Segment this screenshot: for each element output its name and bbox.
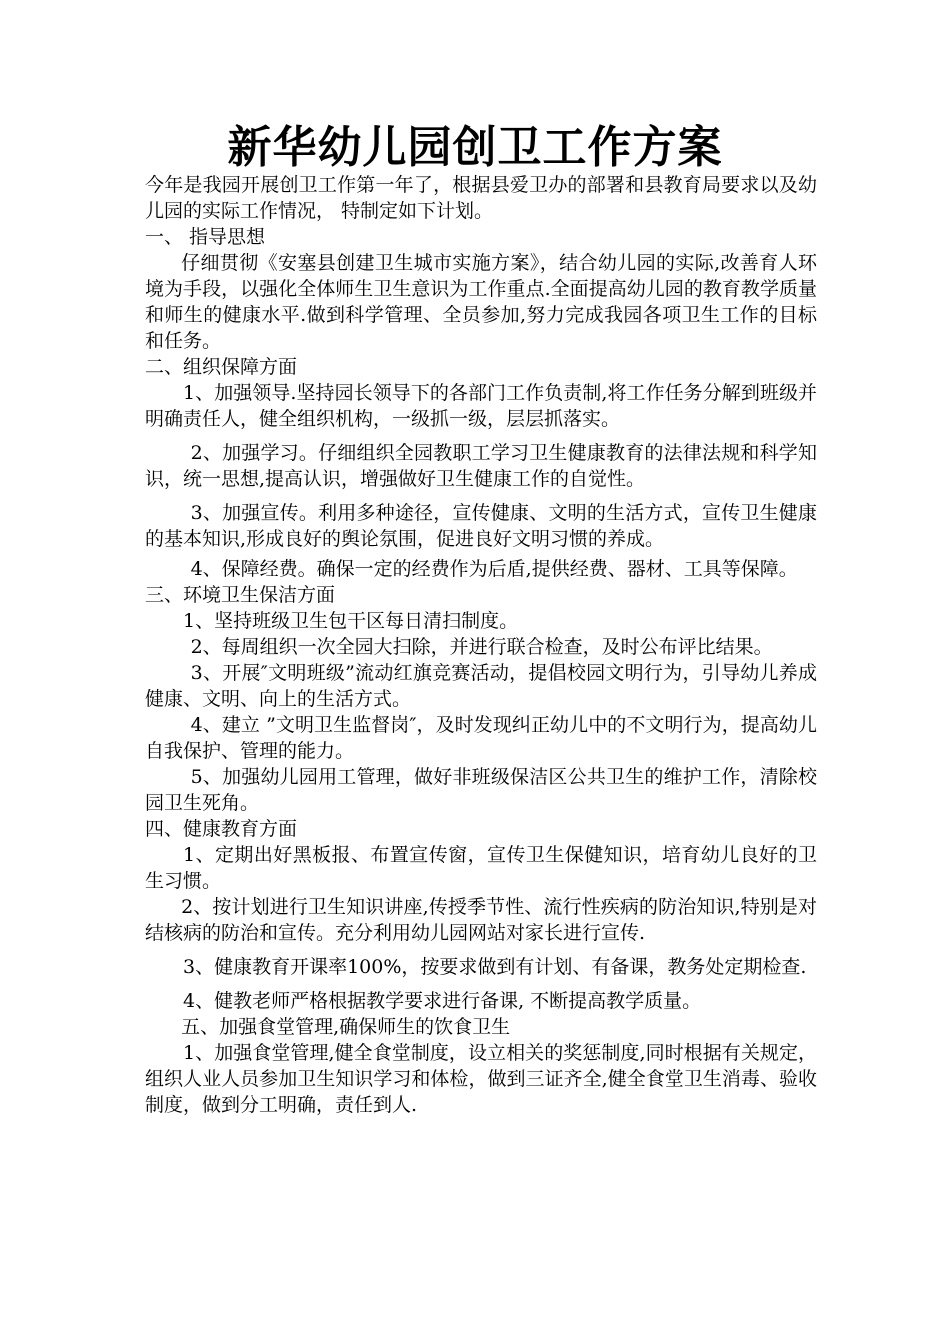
organization-item-3: 3、加强宣传。利用多种途径，宣传健康、文明的生活方式，宣传卫生健康的基本知识,形成良好的舆论氛围，促进良好文明习惯的养成。 xyxy=(145,502,817,550)
organization-item-4: 4、保障经费。确保一定的经费作为后盾,提供经费、器材、工具等保障。 xyxy=(190,558,798,580)
environment-item-1: 1、坚持班级卫生包干区每日清扫制度。 xyxy=(183,610,519,632)
health-education-item-2: 2、按计划进行卫生知识讲座,传授季节性、流行性疾病的防治知识,特别是对结核病的防治和宣传。充分利用幼儿园网站对家长进行宣传. xyxy=(145,896,817,944)
health-education-item-1: 1、定期出好黑板报、布置宣传窗，宣传卫生保健知识，培育幼儿良好的卫生习惯。 xyxy=(145,844,817,892)
organization-item-2: 2、加强学习。仔细组织全园教职工学习卫生健康教育的法律法规和科学知识，统一思想,提高认识，增强做好卫生健康工作的自觉性。 xyxy=(145,442,817,490)
environment-item-2: 2、每周组织一次全园大扫除，并进行联合检查，及时公布评比结果。 xyxy=(190,636,773,658)
section-heading-3: 三、环境卫生保洁方面 xyxy=(145,584,336,606)
environment-item-4: 4、建立 ”文明卫生监督岗″，及时发现纠正幼儿中的不文明行为，提高幼儿自我保护、管理的能力。 xyxy=(145,714,817,762)
section-heading-5: 五、加强食堂管理,确保师生的饮食卫生 xyxy=(181,1016,511,1038)
document-body xyxy=(145,172,817,1118)
section-heading-2: 二、组织保障方面 xyxy=(145,356,298,378)
section-heading-1: 一、 指导思想 xyxy=(145,226,266,248)
environment-item-3: 3、开展″文明班级”流动红旗竞赛活动，提倡校园文明行为，引导幼儿养成健康、文明、向上的生活方式。 xyxy=(145,662,817,710)
document-title: 新华幼儿园创卫工作方案 xyxy=(227,122,723,173)
intro-paragraph: 今年是我园开展创卫工作第一年了，根据县爱卫办的部署和县教育局要求以及幼儿园的实际工作情况， 特制定如下计划。 xyxy=(145,174,817,222)
guiding-ideology-paragraph: 仔细贯彻《安塞县创建卫生城市实施方案》，结合幼儿园的实际,改善育人环境为手段，以强化全体师生卫生意识为工作重点.全面提高幼儿园的教育教学质量和师生的健康水平.做到科学管理、全员参加,努力完成我园各项卫生工作的目标和任务。 xyxy=(145,252,817,352)
section-heading-4: 四、健康教育方面 xyxy=(145,818,298,840)
health-education-item-4: 4、健教老师严格根据教学要求进行备课, 不断提高教学质量。 xyxy=(183,990,702,1012)
organization-item-1: 1、加强领导.坚持园长领导下的各部门工作负责制,将工作任务分解到班级并明确责任人，健全组织机构，一级抓一级，层层抓落实。 xyxy=(145,382,817,430)
canteen-item-1: 1、加强食堂管理,健全食堂制度，设立相关的奖惩制度,同时根据有关规定，组织人业人员参加卫生知识学习和体检，做到三证齐全,健全食堂卫生消毒、验收制度，做到分工明确，责任到人. xyxy=(145,1042,817,1116)
health-education-item-3: 3、健康教育开课率100%，按要求做到有计划、有备课，教务处定期检查. xyxy=(183,956,807,978)
environment-item-5: 5、加强幼儿园用工管理，做好非班级保洁区公共卫生的维护工作，清除校园卫生死角。 xyxy=(145,766,817,814)
